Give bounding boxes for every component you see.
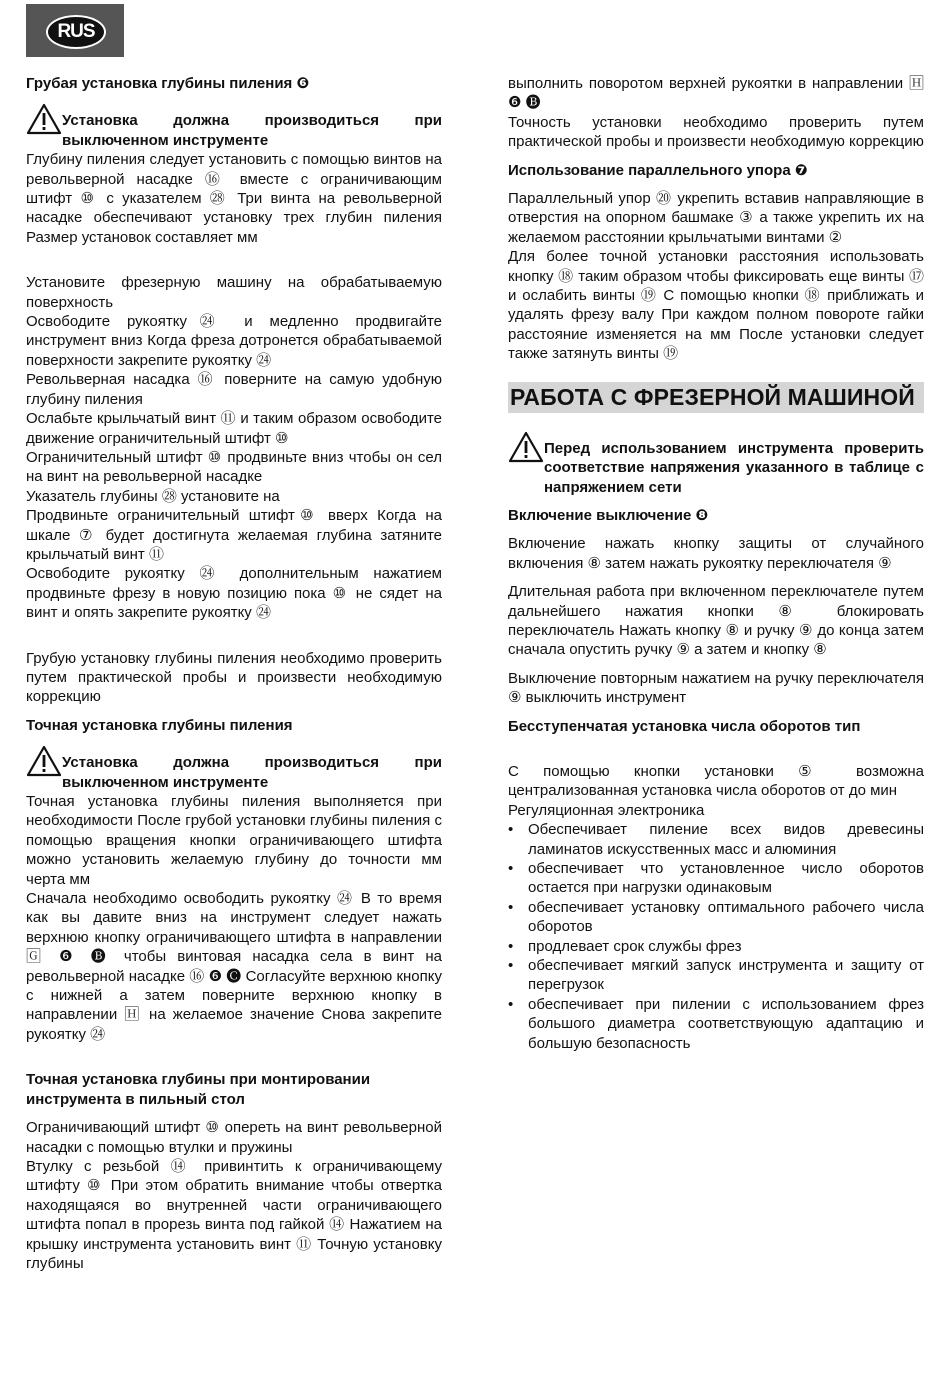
heading-fine-depth: Точная установка глубины пиления [26,716,293,734]
paragraph: Грубую установку глубины пиления необходимо проверить путем практической пробы и произвести необходимую коррекцию [26,649,442,706]
paragraph: Длительная работа при включенном переключателе путем дальнейшего нажатия кнопки ⑧ блокировать переключатель Нажать кнопку ⑧ и ручку ⑨ до конца затем сначала опустить ручку ⑨ а затем и кнопку ⑧ [508,583,924,659]
warning-text: Установка должна производиться при выключенном инструменте [62,754,442,791]
paragraph: Указатель глубины ㉘ установите на [26,487,280,505]
paragraph: Ограничивающий штифт ⑩ опереть на винт револьверной насадки с помощью втулки и пружины [26,1119,442,1156]
right-column [508,74,924,1053]
paragraph: Точность установки необходимо проверить путем практической пробы и произвести необходимую коррекцию [508,113,924,151]
heading-parallel-guide: Использование параллельного упора ❼ [508,161,808,179]
list-item: • Обеспечивает пиление всех видов древесины ламинатов искусственных масс и алюминия [528,820,924,859]
paragraph: Точная установка глубины пиления выполняется при необходимости После грубой установки глубины пиления с помощью вращения кнопки ограничивающего штифта можно установить желаемую глубину до точности мм черта мм [26,793,442,888]
paragraph: Втулку с резьбой ⑭ привинтить к ограничивающему штифту ⑩ При этом обратить внимание чтобы отвертка находящаяся во внутренней части ограничивающего штифта попал в прорезь винта под гайкой ⑭ Нажатием на крышку инструмента установить винт ⑪ Точную установку глубины [26,1157,442,1272]
paragraph: С помощью кнопки установки ⑤ возможна централизованная установка числа оборотов от до мин [508,762,924,800]
heading-switch: Включение выключение ❽ [508,506,709,524]
paragraph: Установите фрезерную машину на обрабатываемую поверхность [26,274,442,311]
warning-block [508,439,924,497]
left-column [26,74,442,1273]
language-badge [26,4,124,57]
warning-block [26,111,442,150]
warning-text: Установка должна производиться при выключенном инструменте [62,112,442,149]
paragraph: Освободите рукоятку ㉔ дополнительным нажатием продвиньте фрезу в новую позицию пока ⑩ не сядет на винт и опять закрепите рукоятку ㉔ [26,565,442,622]
paragraph: Параллельный упор ⑳ укрепить вставив направляющие в отверстия на опорном башмаке ③ а также укрепить их на желаемом расстоянии крыльчатыми винтами ② [508,190,924,246]
heading-speed: Бесступенчатая установка числа оборотов тип [508,717,861,735]
list-item: • обеспечивает при пилении с использованием фрез большого диаметра соответствующую адаптацию и большую безопасность [528,995,924,1053]
list-item: • обеспечивает установку оптимального рабочего числа оборотов [528,898,924,937]
list-item: • обеспечивает мягкий запуск инструмента и защиту от перегрузок [528,956,924,995]
language-code: RUS [46,15,106,49]
paragraph: Ограничительный штифт ⑩ продвиньте вниз чтобы он сел на винт на револьверной насадке [26,448,442,486]
paragraph: выполнить поворотом верхней рукоятки в направлении 🄷 ❻ 🅑 [508,75,924,112]
warning-icon [26,745,62,777]
list-item: • продлевает срок службы фрез [528,937,924,956]
paragraph: Включение нажать кнопку защиты от случайного включения ⑧ затем нажать рукоятку переключателя ⑨ [508,535,924,572]
paragraph: Глубину пиления следует установить с помощью винтов на револьверной насадке ⑯ вместе с ограничивающим штифт ⑩ с указателем ㉘ Три винта на револьверной насадке обеспечивают установку трех глубин пиления Размер установок составляет мм [26,151,442,246]
list-item: • обеспечивает что установленное число оборотов остается при нагрузки одинаковым [528,859,924,898]
paragraph: Револьверная насадка ⑯ поверните на самую удобную глубину пиления [26,371,442,408]
section-title: РАБОТА С ФРЕЗЕРНОЙ МАШИНОЙ [508,382,924,413]
paragraph: Освободите рукоятку㉔ и медленно продвигайте инструмент вниз Когда фреза дотронется обрабатываемой поверхности закрепите рукоятку ㉔ [26,313,442,369]
paragraph: Для более точной установки расстояния использовать кнопку ⑱ таким образом чтобы фиксировать еще винты ⑰ и ослабить винты ⑲ С помощью кнопки ⑱ приближать и удалять фрезу валу При каждом полном повороте гайки расстояние изменяется на мм После установки следует также затянуть винты ⑲ [508,248,924,363]
paragraph: Сначала необходимо освободить рукоятку ㉔ В то время как вы давите вниз на инструмент следует нажать верхнюю кнопку ограничивающего штифта в направлении 🄶 ❻ 🅑 чтобы винтовая насадка села в винт на револьверной насадке ⑯ ❻ 🅒 Согласуйте верхнюю кнопку с нижней а затем поверните верхнюю кнопку в направлении 🄷 на желаемое значение Снова закрепите рукоятку ㉔ [26,890,442,1043]
heading-table-depth: Точная установка глубины при монтировании инструмента в пильный стол [26,1071,371,1108]
warning-block [26,753,442,792]
warning-icon [26,103,62,135]
paragraph: Продвиньте ограничительный штифт⑩ вверх Когда на шкале ⑦ будет достигнута желаемая глубина затяните крыльчатый винт ⑪ [26,507,442,563]
warning-icon [508,431,544,463]
paragraph: Ослабьте крыльчатый винт ⑪ и таким образом освободите движение ограничительный штифт ⑩ [26,410,442,447]
paragraph: Выключение повторным нажатием на ручку переключателя ⑨ выключить инструмент [508,669,924,707]
warning-text: Перед использованием инструмента проверить соответствие напряжения указанного в таблице с напряжением сети [544,439,924,496]
heading-rough-depth: Грубая установка глубины пиления ❻ [26,75,310,92]
paragraph: Регуляционная электроника [508,801,705,819]
feature-list [508,820,924,1053]
